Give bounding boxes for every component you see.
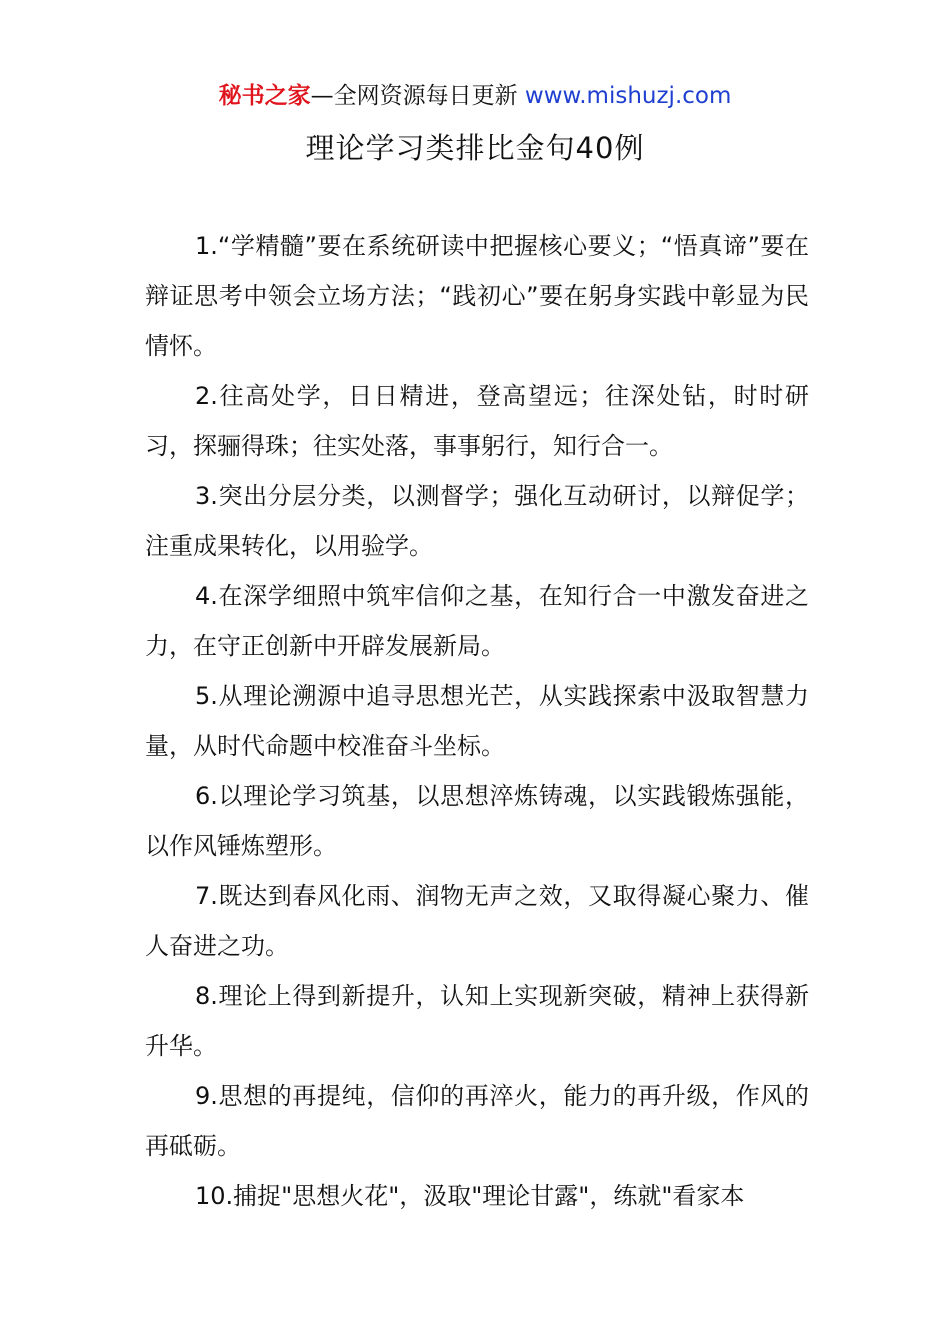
paragraph-5: 5.从理论溯源中追寻思想光芒，从实践探索中汲取智慧力量，从时代命题中校准奋斗坐标。	[145, 682, 809, 760]
paragraph-3: 3.突出分层分类，以测督学；强化互动研讨，以辩促学；注重成果转化，以用验学。	[145, 482, 809, 560]
document-title: 理论学习类排比金句40例	[305, 131, 645, 165]
paragraph-7: 7.既达到春风化雨、润物无声之效，又取得凝心聚力、催人奋进之功。	[145, 882, 809, 960]
paragraph-2: 2.往高处学，日日精进，登高望远；往深处钻，时时研习，探骊得珠；往实处落，事事躬行，知行合一。	[145, 382, 809, 460]
site-url-link[interactable]: www.mishuzj.com	[524, 83, 732, 109]
paragraph-9: 9.思想的再提纯，信仰的再淬火，能力的再升级，作风的再砥砺。	[145, 1082, 809, 1160]
site-brand: 秘书之家	[218, 83, 311, 109]
site-tagline: —全网资源每日更新	[310, 83, 525, 109]
paragraph-10: 10.捕捉"思想火花"，汲取"理论甘露"，练就"看家本	[195, 1182, 745, 1210]
paragraph-4: 4.在深学细照中筑牢信仰之基，在知行合一中激发奋进之力，在守正创新中开辟发展新局。	[145, 582, 809, 660]
paragraph-6: 6.以理论学习筑基，以思想淬炼铸魂，以实践锻炼强能，以作风锤炼塑形。	[145, 782, 809, 860]
site-header	[0, 80, 950, 112]
document-body	[145, 221, 809, 1221]
paragraph-8: 8.理论上得到新提升，认知上实现新突破，精神上获得新升华。	[145, 982, 809, 1060]
paragraph-1: 1.“学精髓”要在系统研读中把握核心要义；“悟真谛”要在辩证思考中领会立场方法；“践初心”要在躬身实践中彰显为民情怀。	[145, 232, 809, 360]
